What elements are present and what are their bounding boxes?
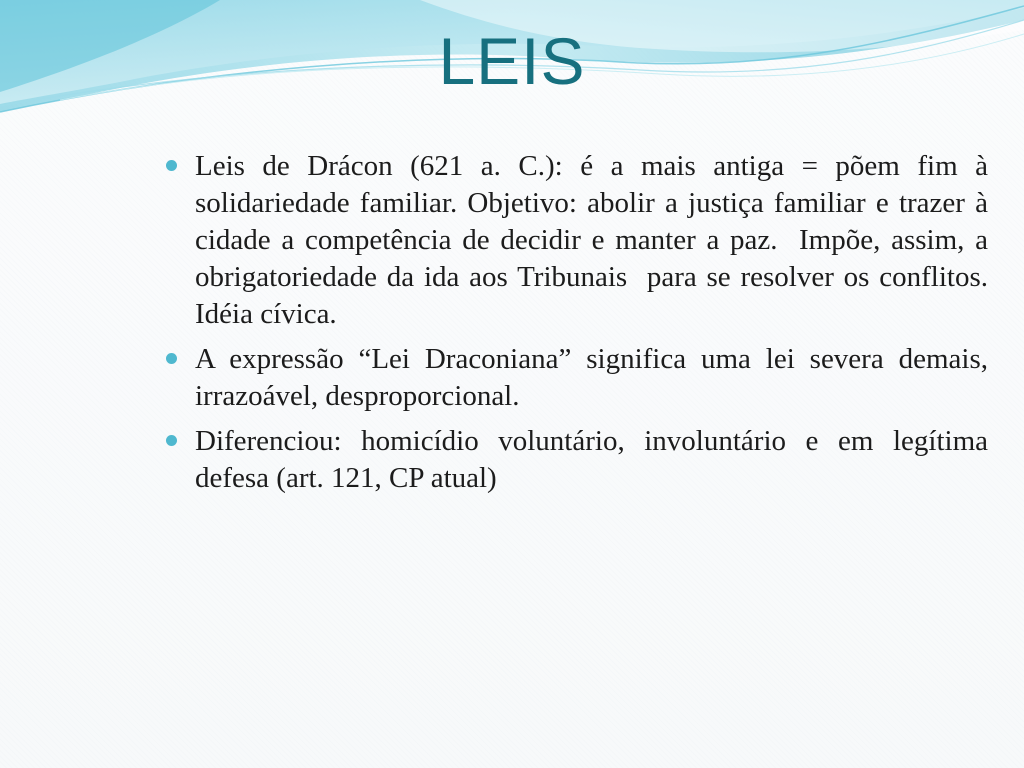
bullet-item-3 <box>163 423 996 497</box>
slide-title: LEIS <box>438 24 586 98</box>
bullet-text: Leis de Drácon (621 a. C.): é a mais antiga = põem fim à solidariedade familiar. Objetivo: abolir a justiça familiar e trazer à cidade a competência de decidir e manter a paz. Impõe, assim, a obrigatoriedade da ida aos Tribunais para se resolver os conflitos. Idéia cívica. <box>195 150 996 330</box>
bullet-dot-icon <box>166 160 177 171</box>
slide-content <box>163 148 996 505</box>
bullet-text: Diferenciou: homicídio voluntário, involuntário e em legítima defesa (art. 121, CP atual) <box>195 425 996 494</box>
bullet-item-2 <box>163 341 996 415</box>
bullet-dot-icon <box>166 435 177 446</box>
bullet-list <box>163 148 996 497</box>
bullet-dot-icon <box>166 353 177 364</box>
bullet-text: A expressão “Lei Draconiana” significa uma lei severa demais, irrazoável, desproporcional. <box>195 343 996 412</box>
bullet-item-1 <box>163 148 996 333</box>
